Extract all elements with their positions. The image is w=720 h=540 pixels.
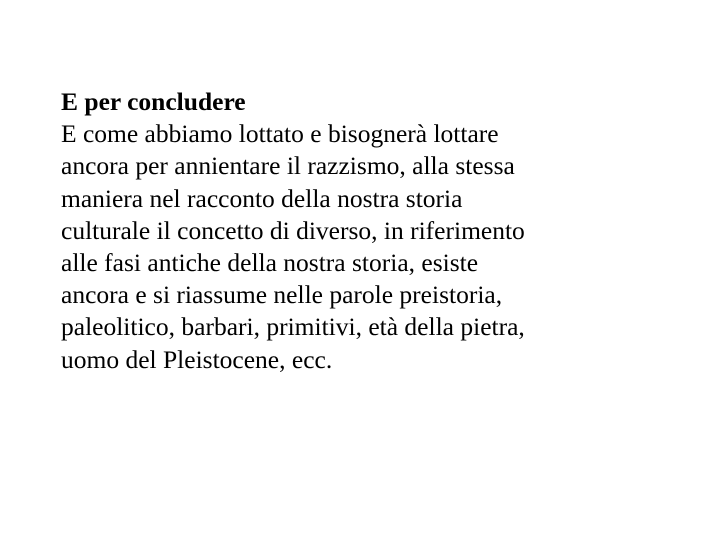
body-line-1: E come abbiamo lottato e bisognerà lottare [61, 119, 499, 149]
body-line-7: paleolitico, barbari, primitivi, età della pietra, [61, 312, 525, 342]
slide-title: E per concludere [61, 87, 246, 116]
body-line-3: maniera nel racconto della nostra storia [61, 183, 463, 213]
slide-text-block [61, 86, 701, 376]
body-line-2: ancora per annientare il razzismo, alla stessa [61, 151, 515, 181]
body-line-6: ancora e si riassume nelle parole preistoria, [61, 280, 503, 310]
body-line-4: culturale il concetto di diverso, in riferimento [61, 215, 525, 245]
body-line-5: alle fasi antiche della nostra storia, esiste [61, 248, 479, 278]
body-line-8: uomo del Pleistocene, ecc. [61, 344, 333, 374]
